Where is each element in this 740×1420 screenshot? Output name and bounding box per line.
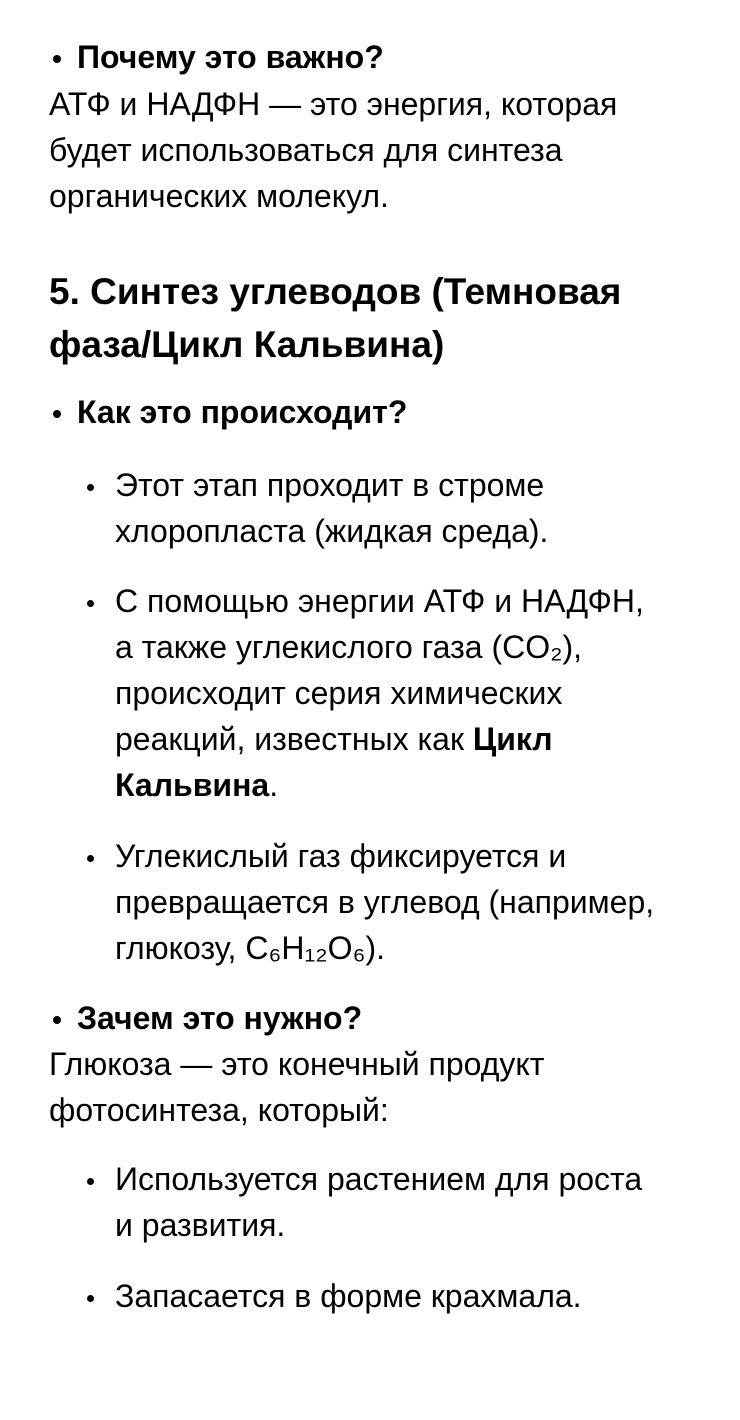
- list-item-line: а также углекислого газа (CO₂),: [115, 629, 583, 665]
- importance-heading: Почему это важно?: [77, 39, 384, 75]
- how-heading: Как это происходит?: [77, 394, 408, 430]
- importance-text-line: будет использоваться для синтеза: [49, 132, 563, 168]
- bullet-dot: [53, 1016, 61, 1024]
- list-item-line: происходит серия химических: [115, 675, 563, 711]
- list-item-line: Используется растением для роста: [115, 1161, 643, 1197]
- list-item-line: глюкозу, C₆H₁₂O₆).: [115, 930, 386, 966]
- section-title: 5. Синтез углеводов (Темновая: [49, 271, 622, 312]
- importance-text-line: АТФ и НАДФН — это энергия, которая: [49, 86, 618, 122]
- list-item-line: хлоропласта (жидкая среда).: [115, 513, 549, 549]
- bullet-dot: [87, 1178, 94, 1185]
- bullet-dot: [87, 855, 94, 862]
- list-item-line: Запасается в форме крахмала.: [115, 1278, 582, 1314]
- list-item-line: превращается в углевод (например,: [115, 884, 655, 920]
- list-item-line: Углекислый газ фиксируется и: [115, 838, 567, 874]
- bullet-dot: [87, 1295, 94, 1302]
- bullet-dot: [53, 410, 61, 418]
- bullet-dot: [87, 600, 94, 607]
- bullet-dot: [53, 55, 61, 63]
- list-item-text: реакций, известных как: [115, 721, 473, 757]
- list-item-line: С помощью энергии АТФ и НАДФН,: [115, 583, 644, 619]
- why-heading: Зачем это нужно?: [77, 1000, 363, 1036]
- list-item-line: [115, 762, 278, 808]
- section-title: фаза/Цикл Кальвина): [49, 324, 445, 365]
- why-text-line: Глюкоза — это конечный продукт: [49, 1046, 545, 1082]
- list-item-line: Этот этап проходит в строме: [115, 467, 545, 503]
- bullet-dot: [87, 484, 94, 491]
- importance-text-line: органических молекул.: [49, 178, 389, 214]
- calvin-cycle-term: Кальвина: [115, 767, 270, 803]
- calvin-cycle-term: Цикл: [472, 721, 553, 757]
- list-item-line: [115, 716, 553, 762]
- list-item-line: и развития.: [115, 1207, 286, 1243]
- why-text-line: фотосинтеза, который:: [49, 1092, 389, 1128]
- list-item-text: .: [269, 767, 279, 803]
